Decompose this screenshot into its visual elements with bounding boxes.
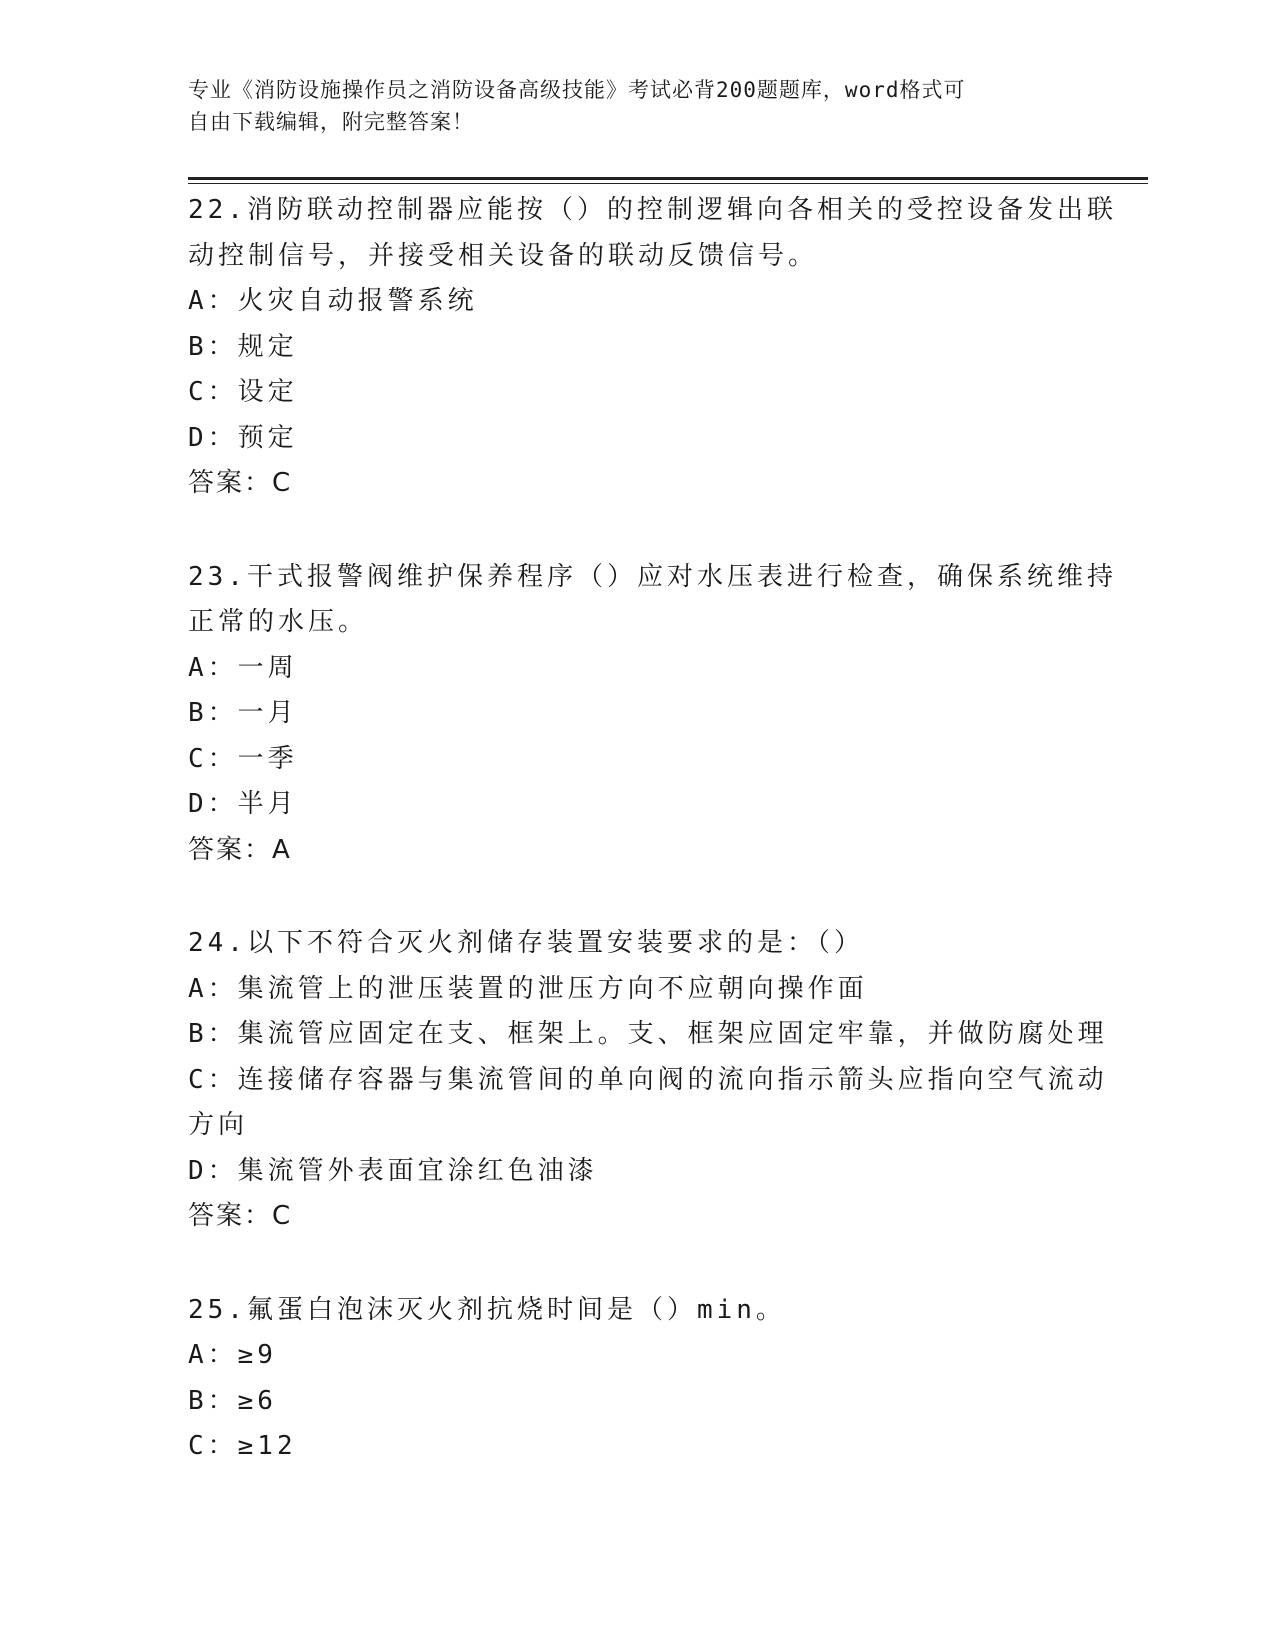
answer: 答案：C bbox=[188, 468, 293, 498]
answer: 答案：A bbox=[188, 834, 292, 865]
option-b: B：≥6 bbox=[188, 1385, 277, 1416]
question-25 bbox=[188, 1288, 1088, 1470]
option-d: D：半月 bbox=[188, 789, 298, 819]
option-c: C：设定 bbox=[188, 377, 298, 407]
header-divider-thin bbox=[188, 183, 1148, 184]
question-22 bbox=[188, 188, 1117, 507]
option-c: C：一季 bbox=[188, 743, 298, 774]
question-stem-line: 动控制信号，并接受相关设备的联动反馈信号。 bbox=[188, 240, 819, 271]
option-b: B：集流管应固定在支、框架上。支、框架应固定牢靠，并做防腐处理 bbox=[188, 1019, 1108, 1049]
option-b: B：规定 bbox=[188, 331, 298, 362]
option-c: C：连接储存容器与集流管间的单向阀的流向指示箭头应指向空气流动 bbox=[188, 1064, 1108, 1095]
question-23 bbox=[188, 555, 1117, 874]
document-header bbox=[188, 74, 1068, 138]
question-24 bbox=[188, 921, 1108, 1240]
question-list bbox=[188, 188, 1117, 1518]
header-line-2: 自由下载编辑，附完整答案！ bbox=[188, 110, 474, 134]
option-c: C：≥12 bbox=[188, 1431, 297, 1461]
option-a: A：≥9 bbox=[188, 1340, 277, 1370]
header-divider-thick bbox=[188, 177, 1148, 180]
question-stem-line: 22.消防联动控制器应能按（）的控制逻辑向各相关的受控设备发出联 bbox=[188, 195, 1117, 225]
header-line-1: 专业《消防设施操作员之消防设备高级技能》考试必背200题题库，word格式可 bbox=[188, 78, 966, 102]
option-a: A：集流管上的泄压装置的泄压方向不应朝向操作面 bbox=[188, 973, 868, 1004]
option-d: D：预定 bbox=[188, 422, 298, 453]
question-stem-line: 24.以下不符合灭火剂储存装置安装要求的是：（） bbox=[188, 928, 864, 958]
option-b: B：一月 bbox=[188, 698, 298, 728]
option-a: A：一周 bbox=[188, 652, 298, 683]
question-stem-line: 正常的水压。 bbox=[188, 607, 369, 637]
option-a: A：火灾自动报警系统 bbox=[188, 286, 478, 316]
option-c-continued: 方向 bbox=[188, 1110, 249, 1140]
answer: 答案：C bbox=[188, 1201, 293, 1231]
question-stem-line: 25.氟蛋白泡沫灭火剂抗烧时间是（）min。 bbox=[188, 1294, 786, 1325]
question-stem-line: 23.干式报警阀维护保养程序（）应对水压表进行检查，确保系统维持 bbox=[188, 561, 1117, 592]
option-d: D：集流管外表面宜涂红色油漆 bbox=[188, 1155, 598, 1186]
